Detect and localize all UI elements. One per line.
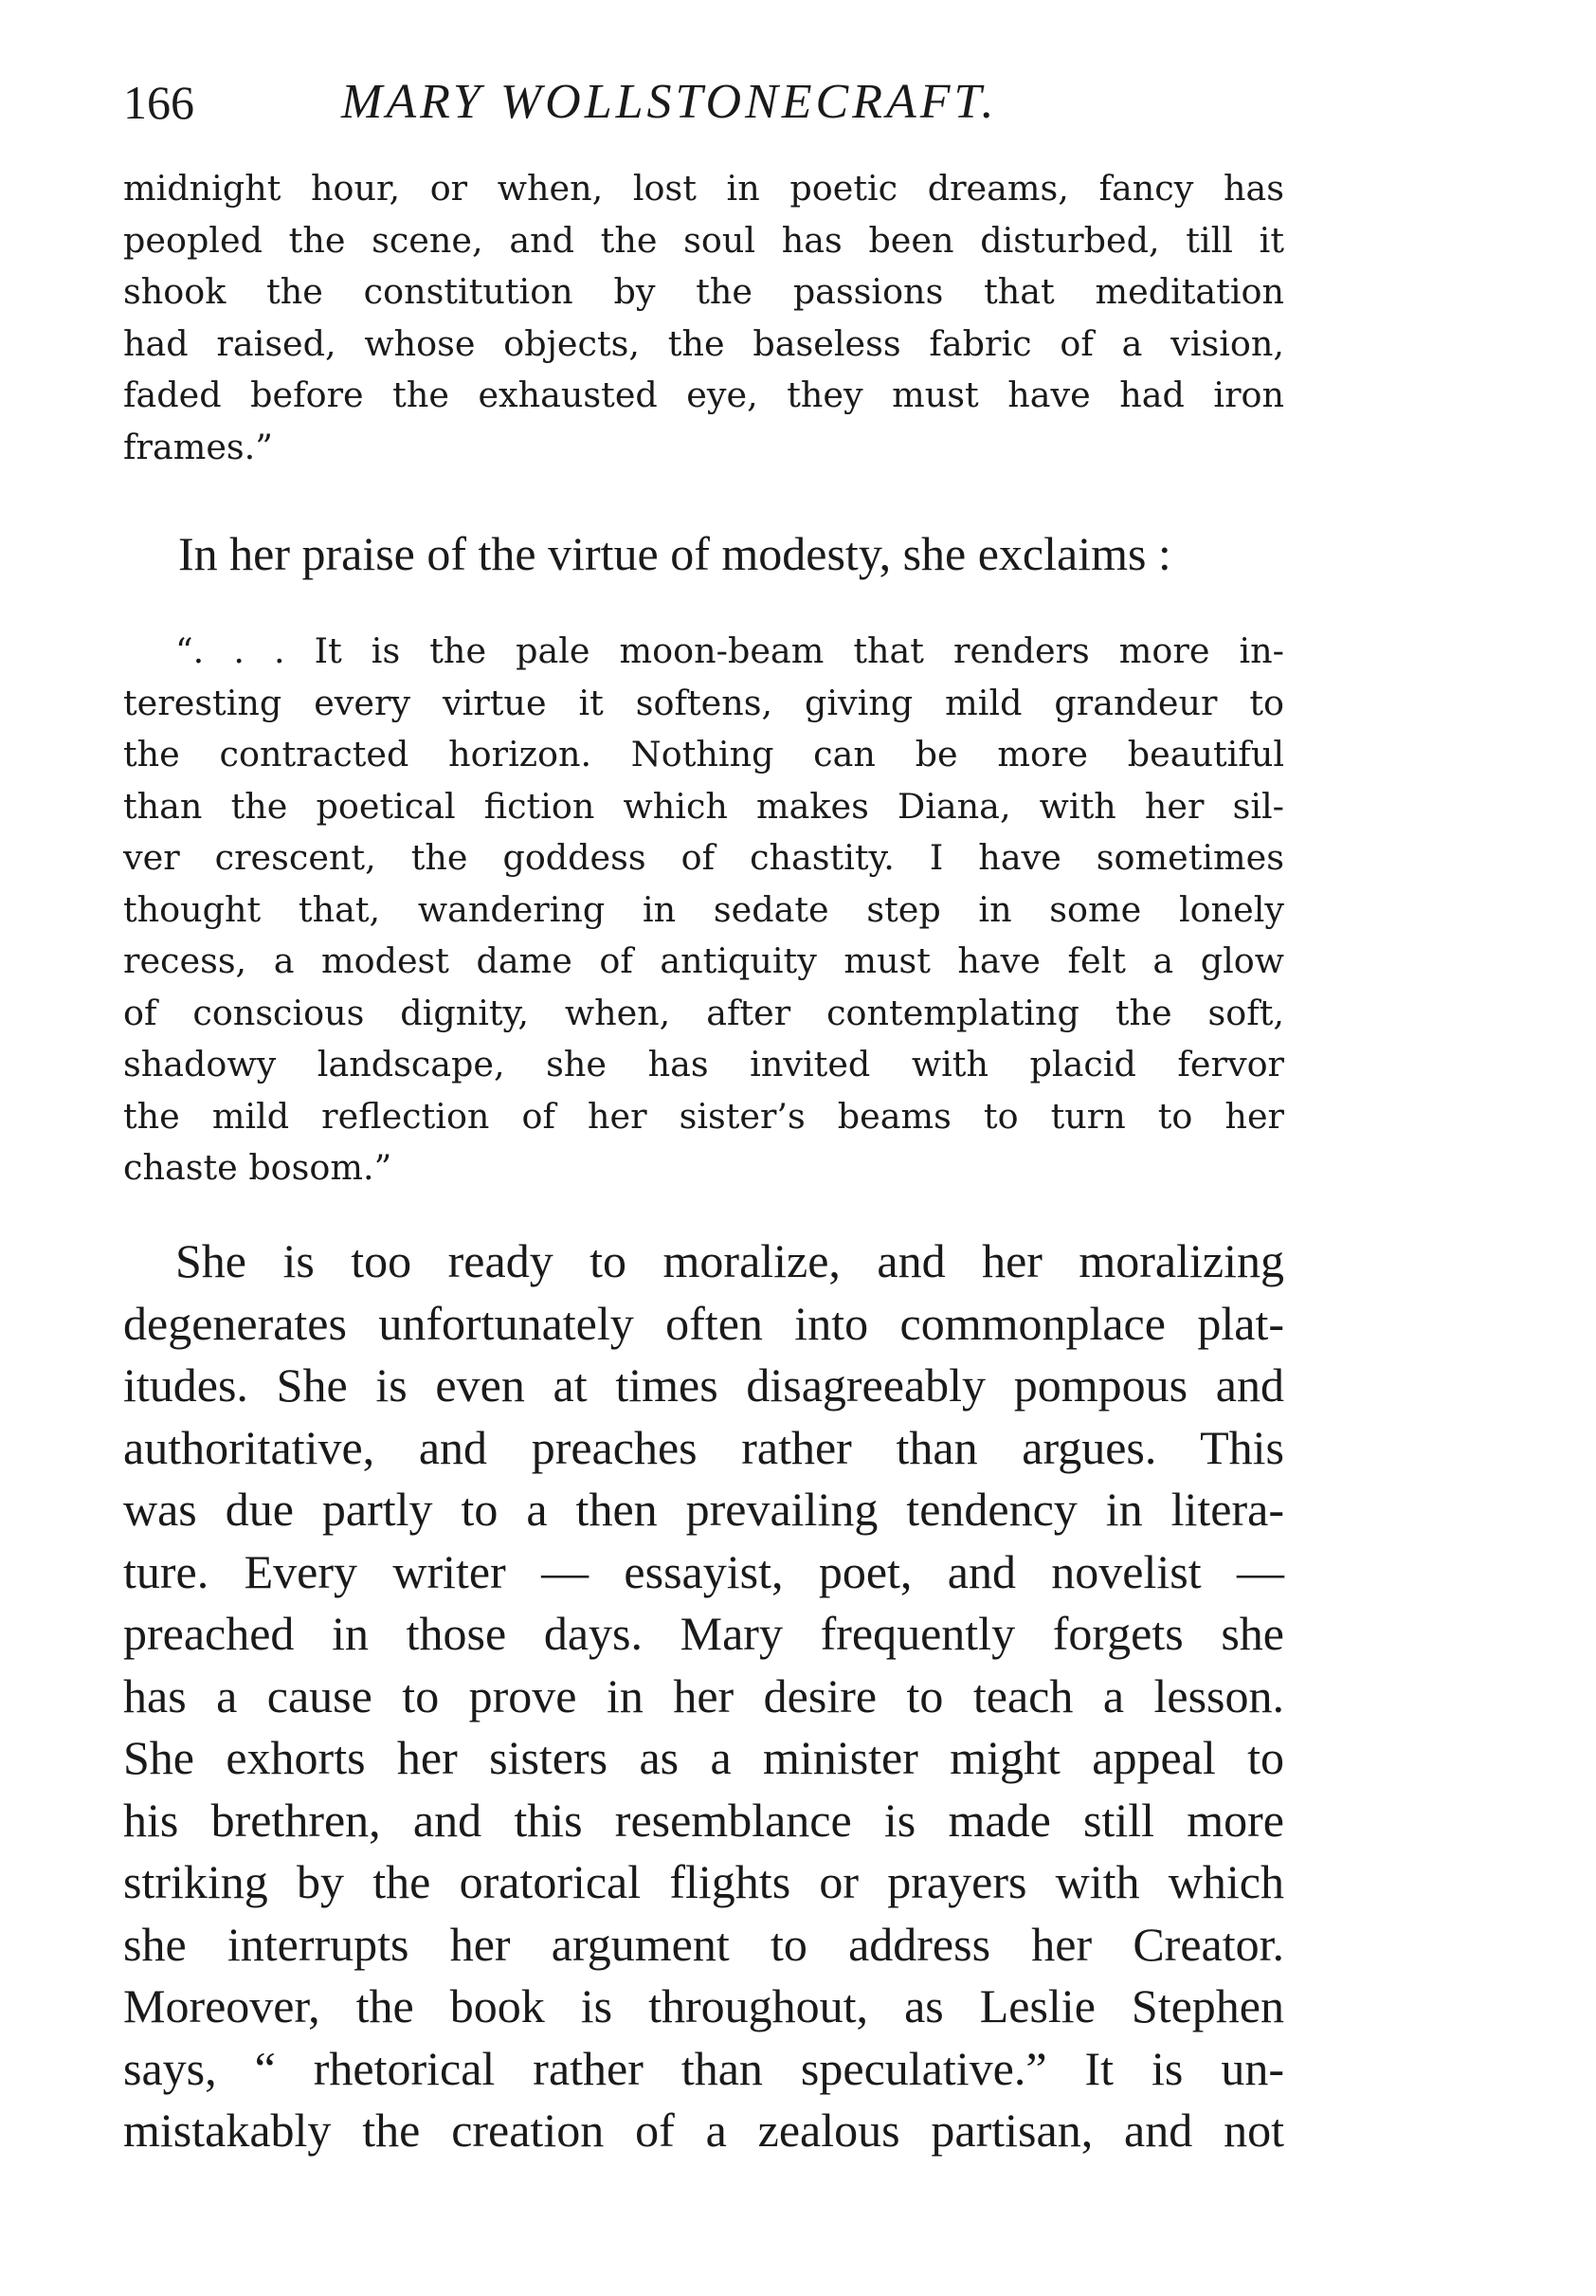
text-line: had raised, whose objects, the baseless fabric of a vision,: [123, 322, 1284, 364]
text-line: degenerates unfortunately often into commonplace plat-: [123, 1296, 1284, 1350]
text-line: thought that, wandering in sedate step in some lonely: [123, 888, 1284, 930]
text-line: “. . . It is the pale moon-beam that renders more in-: [175, 630, 1284, 671]
text-line: peopled the scene, and the soul has been disturbed, till it: [123, 219, 1284, 261]
text-line: She is too ready to moralize, and her moralizing: [175, 1234, 1284, 1287]
text-line: mistakably the creation of a zealous partisan, and not: [123, 2104, 1284, 2157]
running-title: MARY WOLLSTONECRAFT.: [341, 75, 998, 129]
text-line: midnight hour, or when, lost in poetic dreams, fancy has: [123, 168, 1284, 209]
quote-continuation: [123, 163, 1284, 473]
text-line: she interrupts her argument to address her Creator.: [123, 1917, 1284, 1971]
text-line: authoritative, and preaches rather than argues. This: [123, 1420, 1284, 1474]
text-line: shadowy landscape, she has invited with placid fervor: [123, 1044, 1284, 1084]
text-line: teresting every virtue it softens, giving mild grandeur to: [123, 682, 1284, 723]
page-number: 166: [123, 76, 194, 129]
text-line: has a cause to prove in her desire to teach a lesson.: [123, 1668, 1284, 1722]
text-line: recess, a modest dame of antiquity must have felt a glow: [123, 940, 1284, 981]
text-line: shook the constitution by the passions that meditation: [123, 271, 1284, 312]
text-line: ver crescent, the goddess of chastity. I have sometimes: [123, 837, 1284, 878]
text-line: his brethren, and this resemblance is made still more: [123, 1793, 1284, 1847]
running-head: [123, 64, 1128, 140]
text-line: She exhorts her sisters as a minister might appeal to: [123, 1731, 1284, 1784]
text-line: frames.”: [123, 426, 273, 467]
text-line: itudes. She is even at times disagreeably pompous and: [123, 1358, 1284, 1412]
text-line: was due partly to a then prevailing tendency in litera-: [123, 1483, 1284, 1536]
text-line: In her praise of the virtue of modesty, she exclaims :: [178, 527, 1171, 580]
text-line: chaste bosom.”: [123, 1147, 392, 1188]
intro-paragraph: [123, 523, 1284, 586]
text-line: striking by the oratorical flights or prayers with which: [123, 1855, 1284, 1908]
text-line: says, “ rhetorical rather than speculative.” It is un-: [123, 2041, 1284, 2095]
text-line: the contracted horizon. Nothing can be more beautiful: [123, 734, 1284, 774]
modesty-quote: [123, 626, 1284, 1194]
commentary-paragraph: [123, 1230, 1284, 2162]
text-line: Moreover, the book is throughout, as Leslie Stephen: [123, 1979, 1284, 2032]
text-line: than the poetical fiction which makes Diana, with her sil-: [123, 785, 1284, 827]
text-line: the mild reflection of her sister’s beams to turn to her: [123, 1095, 1284, 1137]
text-line: of conscious dignity, when, after contemplating the soft,: [123, 992, 1284, 1033]
text-line: faded before the exhausted eye, they must have had iron: [123, 374, 1284, 415]
text-line: preached in those days. Mary frequently forgets she: [123, 1607, 1284, 1660]
text-line: ture. Every writer — essayist, poet, and novelist —: [123, 1544, 1284, 1598]
